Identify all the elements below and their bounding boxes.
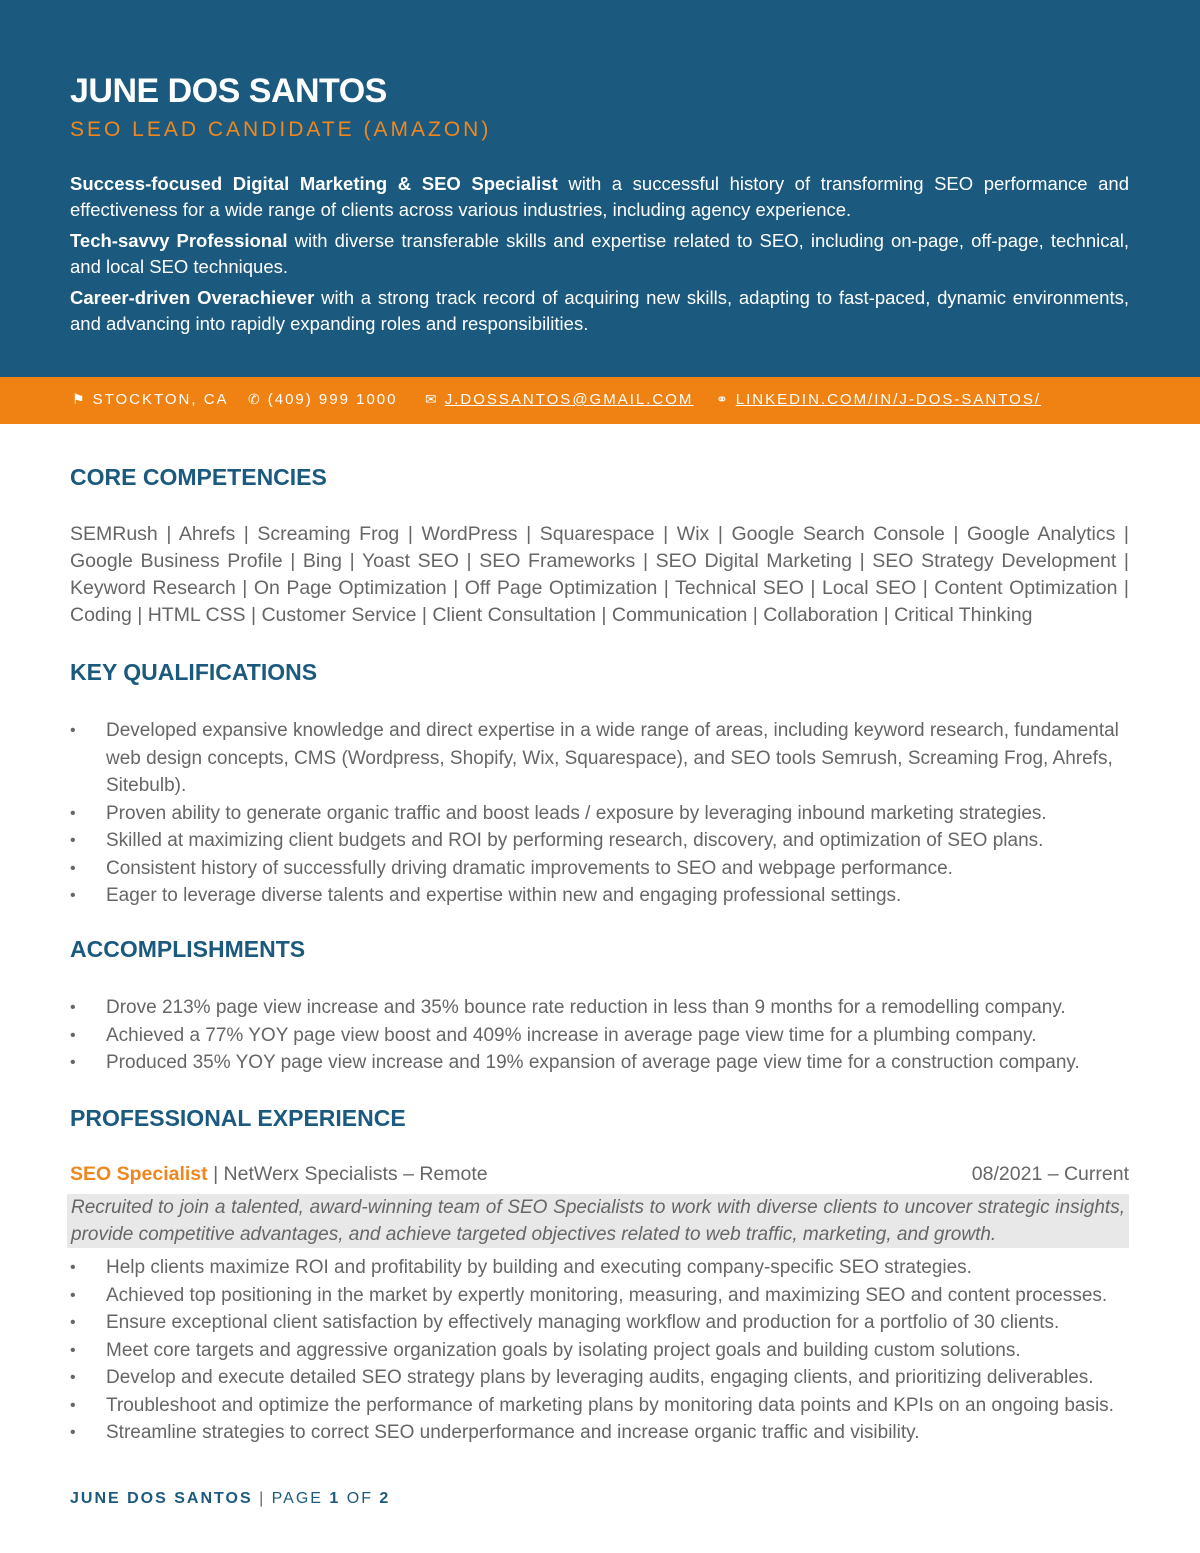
contact-email[interactable] bbox=[425, 391, 693, 408]
qualifications-heading: KEY QUALIFICATIONS bbox=[70, 659, 318, 685]
email-link[interactable]: J.DOSSANTOS@GMAIL.COM bbox=[444, 391, 694, 408]
summary bbox=[70, 171, 1129, 342]
list-item: • Troubleshoot and optimize the performance of marketing plans by monitoring data points and KPIs on an ongoing basis. bbox=[70, 1392, 1130, 1420]
qualifications-list bbox=[70, 717, 1130, 910]
page-footer bbox=[70, 1490, 390, 1508]
phone-text: (409) 999 1000 bbox=[267, 391, 398, 408]
summary-bold: Success-focused Digital Marketing & SEO Specialist bbox=[70, 173, 558, 194]
job-dates: 08/2021 – Current bbox=[971, 1163, 1129, 1185]
job-duties-list bbox=[70, 1254, 1130, 1447]
accomplishments-list bbox=[70, 994, 1130, 1077]
footer-name: JUNE DOS SANTOS bbox=[70, 1490, 253, 1507]
contact-phone bbox=[248, 391, 397, 408]
summary-text: with diverse transferable skills and expertise related to SEO, including on-page, off-page, technical, and local SEO techniques. bbox=[70, 230, 1130, 277]
summary-text: with a successful history of transforming SEO performance and effectiveness for a wide range of clients across various industries, including agency experience. bbox=[70, 173, 1129, 220]
list-item: • Produced 35% YOY page view increase and 19% expansion of average page view time for a construction company. bbox=[70, 1049, 1130, 1077]
list-item: • Drove 213% page view increase and 35% bounce rate reduction in less than 9 months for a remodelling company. bbox=[70, 994, 1130, 1022]
summary-bold: Career-driven Overachiever bbox=[70, 287, 315, 308]
phone-icon: ✆ bbox=[248, 391, 262, 407]
location-text: STOCKTON, CA bbox=[92, 391, 229, 408]
list-item: • Achieved top positioning in the market by expertly monitoring, measuring, and maximizing SEO and content processes. bbox=[70, 1282, 1130, 1310]
list-item: • Streamline strategies to correct SEO underperformance and increase organic traffic and visibility. bbox=[70, 1419, 1130, 1447]
list-item: • Help clients maximize ROI and profitability by building and executing company-specific SEO strategies. bbox=[70, 1254, 1130, 1282]
list-item: • Proven ability to generate organic traffic and boost leads / exposure by leveraging inbound marketing strategies. bbox=[70, 800, 1130, 828]
list-item: • Achieved a 77% YOY page view boost and 409% increase in average page view time for a plumbing company. bbox=[70, 1022, 1130, 1050]
summary-line bbox=[70, 228, 1129, 280]
list-item: • Skilled at maximizing client budgets and ROI by performing research, discovery, and optimization of SEO plans. bbox=[70, 827, 1130, 855]
list-item: • Eager to leverage diverse talents and expertise within new and engaging professional settings. bbox=[70, 882, 1130, 910]
flag-icon: ⚑ bbox=[72, 391, 87, 407]
summary-bold: Tech-savvy Professional bbox=[70, 230, 288, 251]
accomplishments-heading: ACCOMPLISHMENTS bbox=[70, 936, 306, 962]
summary-line bbox=[70, 171, 1129, 223]
list-item: • Ensure exceptional client satisfaction by effectively managing workflow and production for a portfolio of 30 clients. bbox=[70, 1309, 1130, 1337]
footer-page-label: PAGE bbox=[271, 1490, 330, 1507]
list-item: • Developed expansive knowledge and direct expertise in a wide range of areas, including keyword research, fundamental web design concepts, CMS (Wordpress, Shopify, Wix, Squarespace), and SEO tools Semrush, Screaming Frog, Ahrefs, Sitebulb). bbox=[70, 717, 1130, 800]
link-icon: ⚭ bbox=[716, 391, 730, 407]
contact-location bbox=[72, 391, 229, 408]
footer-of-label: OF bbox=[340, 1490, 380, 1507]
core-competencies-text: SEMRush | Ahrefs | Screaming Frog | WordPress | Squarespace | Wix | Google Search Console | Google Analytics | Google Business Profile | Bing | Yoast SEO | SEO Frameworks | SEO Digital Marketing | SEO Strategy Development | Keyword Research | On Page Optimization | Off Page Optimization | Technical SEO | Local SEO | Content Optimization | Coding | HTML CSS | Customer Service | Client Consultation | Communication | Collaboration | Critical Thinking bbox=[70, 523, 1129, 626]
list-item: • Consistent history of successfully driving dramatic improvements to SEO and webpage performance. bbox=[70, 855, 1130, 883]
list-item: • Develop and execute detailed SEO strategy plans by leveraging audits, engaging clients, and prioritizing deliverables. bbox=[70, 1364, 1130, 1392]
summary-text: with a strong track record of acquiring new skills, adapting to fast-paced, dynamic environments, and advancing into rapidly expanding roles and responsibilities. bbox=[70, 287, 1129, 334]
experience-heading: PROFESSIONAL EXPERIENCE bbox=[70, 1105, 406, 1131]
contact-linkedin[interactable] bbox=[716, 391, 1041, 408]
job-header bbox=[70, 1163, 1129, 1186]
candidate-name: JUNE DOS SANTOS bbox=[70, 72, 387, 110]
job-title: SEO Specialist bbox=[70, 1163, 208, 1185]
job-description: Recruited to join a talented, award-winning team of SEO Specialists to work with diverse clients to uncover strategic insights, provide competitive advantages, and achieve targeted objectives related to web traffic, marketing, and growth. bbox=[67, 1194, 1129, 1248]
candidate-subtitle: SEO LEAD CANDIDATE (AMAZON) bbox=[70, 118, 492, 141]
linkedin-link[interactable]: LINKEDIN.COM/IN/J-DOS-SANTOS/ bbox=[735, 391, 1041, 408]
core-heading: CORE COMPETENCIES bbox=[70, 464, 327, 490]
job-company: | NetWerx Specialists – Remote bbox=[207, 1163, 488, 1185]
email-icon: ✉ bbox=[425, 391, 439, 407]
footer-page-current: 1 bbox=[329, 1490, 341, 1507]
footer-separator: | bbox=[252, 1490, 272, 1507]
summary-line bbox=[70, 285, 1129, 337]
list-item: • Meet core targets and aggressive organization goals by isolating project goals and building custom solutions. bbox=[70, 1337, 1130, 1365]
contact-bar bbox=[0, 377, 1200, 424]
footer-page-total: 2 bbox=[379, 1490, 391, 1507]
header-banner bbox=[0, 0, 1200, 377]
